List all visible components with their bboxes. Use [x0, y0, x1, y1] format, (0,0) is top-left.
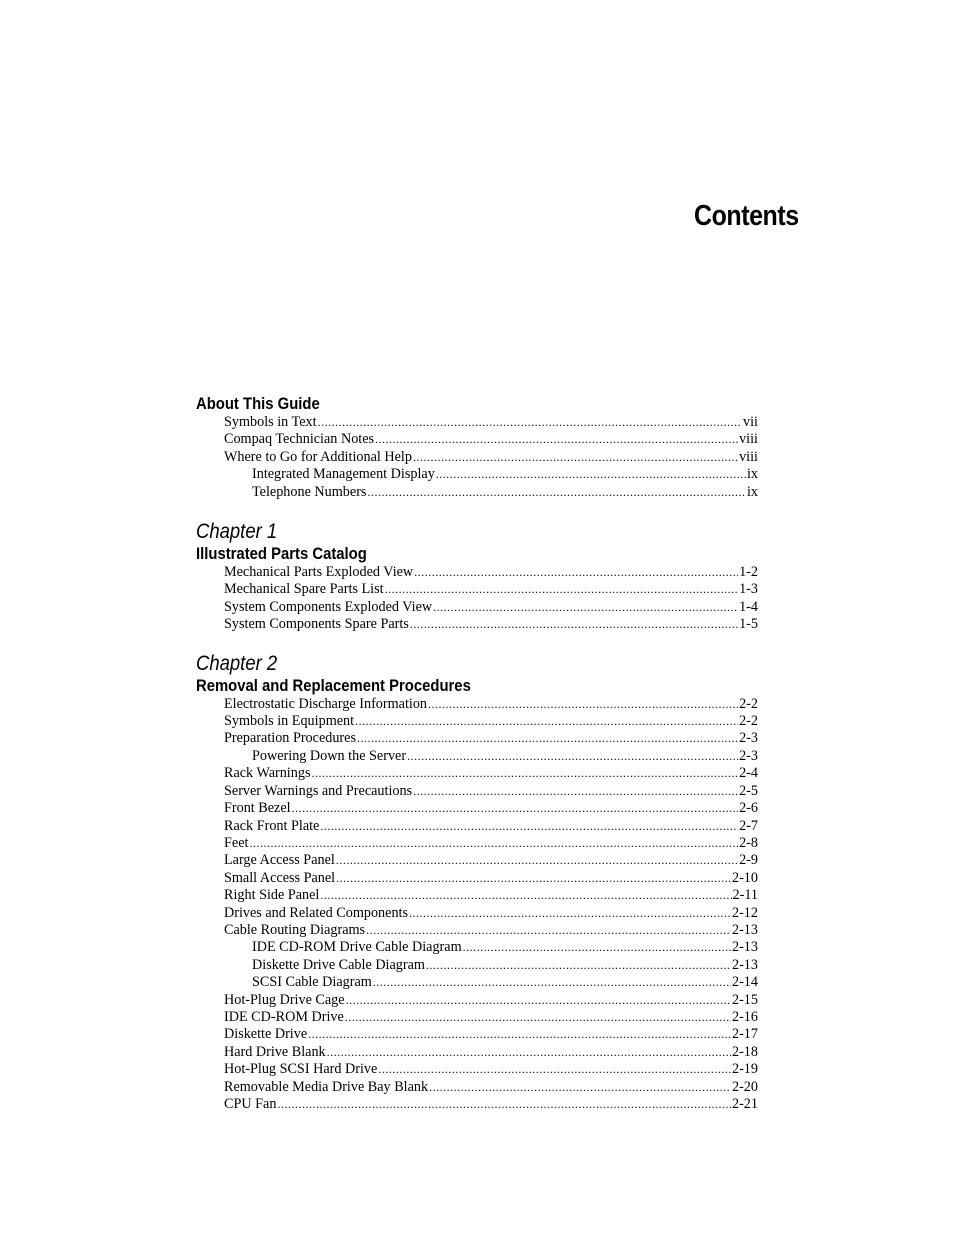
toc-entry-label: Rack Warnings — [224, 765, 311, 782]
toc-entry-label: Compaq Technician Notes — [224, 431, 375, 448]
dot-leader — [327, 1044, 731, 1061]
toc-entry[interactable] — [196, 616, 758, 633]
dot-leader — [249, 835, 738, 852]
dot-leader — [429, 1079, 731, 1096]
toc-entry-label: Hot-Plug SCSI Hard Drive — [224, 1061, 378, 1078]
toc-entry-label: IDE CD-ROM Drive — [224, 1008, 344, 1025]
toc-entry-page-number: 2-6 — [739, 800, 758, 817]
chapter-label: Chapter 1 — [196, 520, 278, 544]
dot-leader — [385, 581, 739, 598]
toc-entry[interactable] — [196, 783, 758, 800]
toc-entry-label: Where to Go for Additional Help — [224, 448, 412, 465]
toc-entry-page-number: vii — [743, 414, 758, 430]
dot-leader — [311, 765, 738, 782]
toc-entry[interactable] — [196, 818, 758, 835]
dot-leader — [436, 466, 746, 483]
toc-entry-page-number: 2-2 — [739, 713, 758, 730]
dot-leader — [373, 974, 731, 991]
dot-leader — [366, 922, 731, 939]
dot-leader — [463, 939, 731, 956]
toc-entry[interactable] — [196, 449, 758, 466]
toc-entry-page-number: ix — [746, 466, 758, 483]
dot-leader — [308, 1026, 731, 1043]
toc-entry[interactable] — [196, 870, 758, 887]
toc-entry-label: Hot-Plug Drive Cage — [224, 991, 345, 1008]
toc-entry[interactable] — [196, 713, 758, 730]
dot-leader — [426, 957, 731, 974]
toc-entry-page-number: 2-15 — [731, 991, 758, 1008]
toc-entry-page-number: 2-4 — [739, 765, 758, 782]
toc-entry-page-number: 2-17 — [731, 1026, 758, 1043]
toc-entry-page-number: 2-10 — [731, 869, 758, 886]
toc-entry[interactable] — [196, 765, 758, 782]
toc-entry[interactable] — [196, 730, 758, 747]
toc-entry-page-number: 2-2 — [739, 695, 758, 712]
toc-entry-page-number: 2-14 — [731, 974, 758, 991]
toc-entry[interactable] — [196, 466, 758, 483]
toc-entry[interactable] — [196, 696, 758, 713]
toc-entry-page-number: 2-3 — [739, 747, 758, 764]
toc-entry-page-number: 2-20 — [731, 1078, 758, 1095]
toc-section — [196, 520, 758, 634]
toc-entry-page-number: 2-13 — [731, 939, 758, 956]
toc-section — [196, 394, 758, 501]
section-title[interactable]: Removal and Replacement Procedures — [196, 676, 471, 695]
toc-entry-label: Preparation Procedures — [224, 730, 356, 747]
toc-entry-page-number: 2-12 — [731, 904, 758, 921]
dot-leader — [355, 713, 738, 730]
toc-entry[interactable] — [196, 905, 758, 922]
toc-entry[interactable] — [196, 564, 758, 581]
toc-entry[interactable] — [196, 957, 758, 974]
toc-entry[interactable] — [196, 1079, 758, 1096]
toc-entry-label: Feet — [224, 834, 249, 851]
toc-entry-label: Mechanical Parts Exploded View — [224, 564, 414, 581]
toc-entry-label: Rack Front Plate — [224, 817, 320, 834]
toc-entry[interactable] — [196, 887, 758, 904]
toc-entry-label: Symbols in Equipment — [224, 713, 355, 730]
toc-entry-page-number: 2-8 — [739, 834, 758, 851]
dot-leader — [320, 887, 731, 904]
toc-entry[interactable] — [196, 1061, 758, 1078]
toc-entry-page-number: 2-3 — [739, 730, 758, 747]
dot-leader — [367, 484, 746, 501]
toc-entry-label: SCSI Cable Diagram — [252, 974, 372, 991]
toc-entry-page-number: viii — [739, 431, 758, 448]
dot-leader — [336, 852, 738, 869]
toc-entry-label: Large Access Panel — [224, 852, 335, 869]
toc-entry-label: Drives and Related Components — [224, 904, 409, 921]
dot-leader — [320, 818, 738, 835]
toc-entry[interactable] — [196, 1044, 758, 1061]
toc-entry[interactable] — [196, 852, 758, 869]
toc-entry-label: Server Warnings and Precautions — [224, 782, 413, 799]
toc-entry-label: Electrostatic Discharge Information — [224, 695, 428, 712]
toc-entry-page-number: ix — [746, 483, 758, 500]
toc-entry[interactable] — [196, 835, 758, 852]
toc-entry[interactable] — [196, 1096, 758, 1113]
toc-entry-page-number: 2-9 — [739, 852, 758, 869]
toc-entry-page-number: 1-5 — [739, 616, 758, 633]
toc-entry-page-number: 2-13 — [731, 956, 758, 973]
toc-entry-label: Symbols in Text — [224, 414, 317, 430]
toc-entry-label: Removable Media Drive Bay Blank — [224, 1078, 429, 1095]
toc-entry[interactable] — [196, 414, 758, 431]
toc-entry[interactable] — [196, 748, 758, 765]
dot-leader — [413, 449, 738, 466]
toc-entry-page-number: 2-5 — [739, 782, 758, 799]
page-title: Contents — [694, 200, 799, 232]
toc-entry-label: Hard Drive Blank — [224, 1043, 326, 1060]
toc-entry-page-number: 2-13 — [731, 921, 758, 938]
toc-entry[interactable] — [196, 1009, 758, 1026]
dot-leader — [292, 800, 738, 817]
dot-leader — [409, 905, 731, 922]
toc-entry[interactable] — [196, 599, 758, 616]
toc-entry-page-number: 2-16 — [731, 1008, 758, 1025]
toc-entry-label: Telephone Numbers — [252, 483, 367, 500]
dot-leader — [346, 992, 731, 1009]
toc-entry-label: Right Side Panel — [224, 887, 320, 904]
toc-entry[interactable] — [196, 431, 758, 448]
toc-entry-label: Small Access Panel — [224, 869, 336, 886]
toc-section — [196, 652, 758, 1114]
toc-entry-page-number: 1-2 — [739, 564, 758, 581]
toc-entry-label: Powering Down the Server — [252, 747, 407, 764]
dot-leader — [433, 599, 738, 616]
section-spacer — [196, 634, 758, 652]
toc-entry[interactable] — [196, 800, 758, 817]
dot-leader — [413, 783, 738, 800]
toc-entry-list — [196, 564, 758, 634]
toc-entry[interactable] — [196, 1026, 758, 1043]
dot-leader — [336, 870, 731, 887]
dot-leader — [414, 564, 738, 581]
toc-entry-page-number: 2-21 — [731, 1096, 758, 1112]
toc-entry-label: Cable Routing Diagrams — [224, 921, 366, 938]
toc-entry-label: System Components Spare Parts — [224, 616, 409, 633]
toc-entry[interactable] — [196, 484, 758, 501]
toc-entry[interactable] — [196, 992, 758, 1009]
toc-entry-label: CPU Fan — [224, 1096, 277, 1112]
toc-entry-list — [196, 696, 758, 1114]
table-of-contents — [196, 394, 758, 1113]
chapter-label: Chapter 2 — [196, 651, 278, 675]
dot-leader — [378, 1061, 731, 1078]
toc-entry-label: Integrated Management Display — [252, 466, 435, 483]
toc-entry-label: Diskette Drive — [224, 1026, 308, 1043]
dot-leader — [277, 1096, 731, 1113]
toc-entry-label: Front Bezel — [224, 800, 291, 817]
dot-leader — [428, 696, 738, 713]
toc-entry-list — [196, 414, 758, 501]
dot-leader — [410, 616, 738, 633]
toc-entry[interactable] — [196, 581, 758, 598]
toc-entry-page-number: viii — [739, 448, 758, 465]
section-title[interactable]: About This Guide — [196, 395, 320, 413]
toc-entry-page-number: 2-11 — [732, 887, 758, 904]
dot-leader — [345, 1009, 731, 1026]
toc-entry-page-number: 2-19 — [731, 1061, 758, 1078]
toc-entry-label: Mechanical Spare Parts List — [224, 581, 384, 598]
toc-entry-page-number: 2-7 — [739, 817, 758, 834]
dot-leader — [407, 748, 738, 765]
dot-leader — [318, 414, 742, 431]
toc-entry-label: IDE CD-ROM Drive Cable Diagram — [252, 939, 462, 956]
dot-leader — [357, 730, 738, 747]
toc-entry-page-number: 1-4 — [739, 598, 758, 615]
toc-entry-page-number: 2-18 — [731, 1043, 758, 1060]
toc-entry-label: Diskette Drive Cable Diagram — [252, 956, 425, 973]
toc-entry[interactable] — [196, 939, 758, 956]
toc-entry-label: System Components Exploded View — [224, 598, 433, 615]
section-spacer — [196, 501, 758, 520]
toc-entry[interactable] — [196, 922, 758, 939]
section-title[interactable]: Illustrated Parts Catalog — [196, 545, 367, 564]
toc-entry-page-number: 1-3 — [739, 581, 758, 598]
toc-entry[interactable] — [196, 974, 758, 991]
dot-leader — [375, 431, 738, 448]
